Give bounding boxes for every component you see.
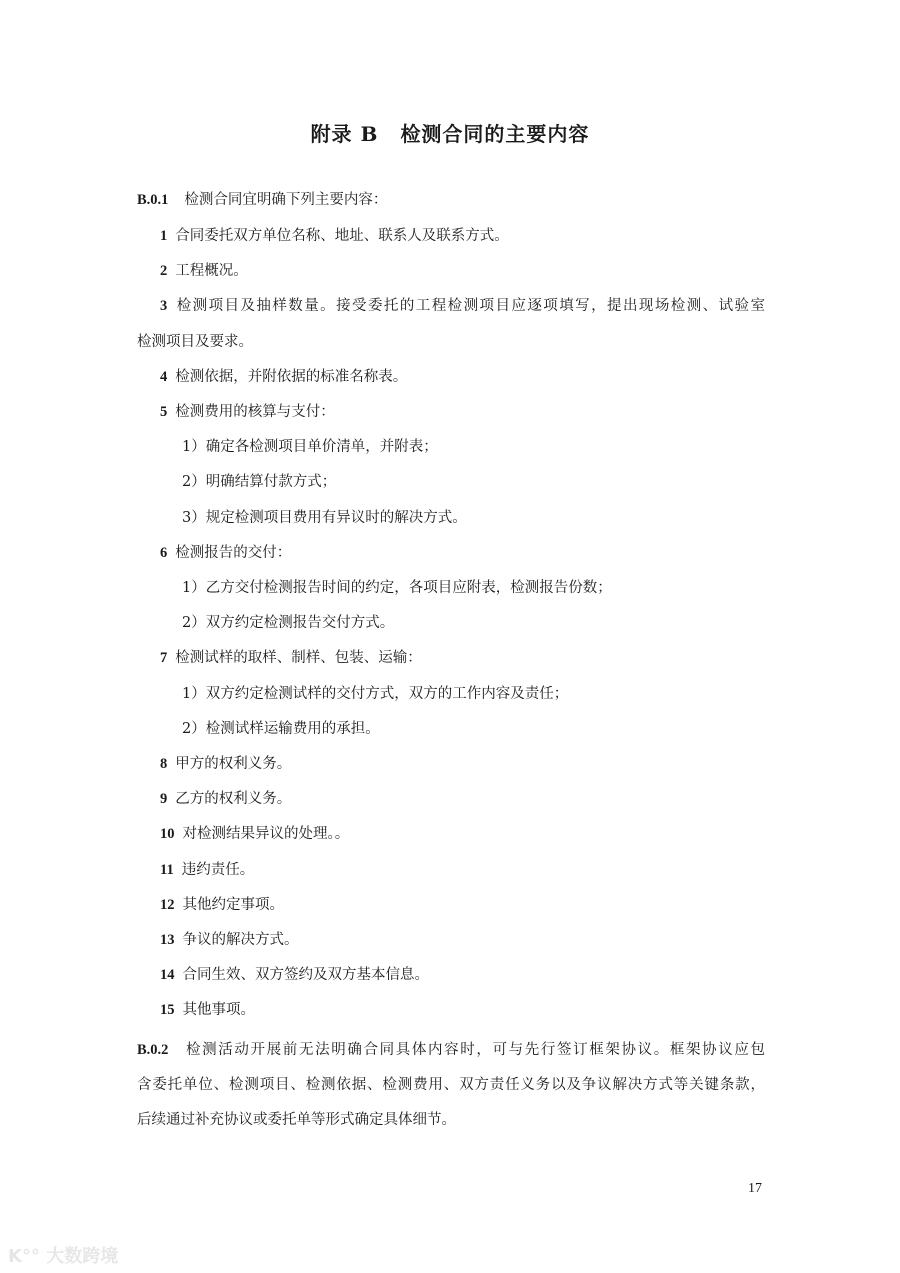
clause-text: 检测活动开展前无法明确合同具体内容时，可与先行签订框架协议。框架协议应包 xyxy=(184,1042,765,1058)
item-text: 对检测结果异议的处理。。 xyxy=(182,826,350,842)
list-item xyxy=(160,367,407,387)
item-number: 7 xyxy=(160,650,168,666)
list-item xyxy=(160,930,299,950)
clause-b02-line1 xyxy=(137,1040,765,1060)
list-item xyxy=(160,261,248,281)
item-text: 其他事项。 xyxy=(182,1002,255,1018)
sub-item: 1）双方约定检测试样的交付方式，双方的工作内容及责任； xyxy=(182,686,569,702)
sub-item: 2）检测试样运输费用的承担。 xyxy=(182,721,380,737)
clause-b01 xyxy=(137,190,387,210)
sub-item: 3）规定检测项目费用有异议时的解决方式。 xyxy=(182,510,467,526)
item-text: 违约责任。 xyxy=(181,862,255,878)
watermark-logo: K°° 大数跨境 xyxy=(8,1246,119,1267)
list-item xyxy=(160,965,429,985)
item-number: 2 xyxy=(160,263,168,279)
item-number: 11 xyxy=(160,862,174,878)
clause-b02-line3: 后续通过补充协议或委托单等形式确定具体细节。 xyxy=(137,1112,456,1128)
item-number: 5 xyxy=(160,404,168,420)
list-item xyxy=(160,543,291,563)
clause-text: 检测合同宜明确下列主要内容： xyxy=(184,192,388,208)
list-item-continuation: 检测项目及要求。 xyxy=(137,334,253,350)
list-item xyxy=(160,754,291,774)
item-number: 9 xyxy=(160,791,168,807)
item-number: 12 xyxy=(160,897,175,913)
item-number: 13 xyxy=(160,932,175,948)
list-item xyxy=(160,860,254,880)
sub-item: 1）乙方交付检测报告时间的约定，各项目应附表，检测报告份数； xyxy=(182,580,612,596)
list-item xyxy=(160,824,349,844)
item-number: 3 xyxy=(160,298,168,314)
item-text: 合同委托双方单位名称、地址、联系人及联系方式。 xyxy=(175,228,509,244)
clause-number: B.0.1 xyxy=(137,192,169,208)
list-item xyxy=(160,296,765,316)
list-item xyxy=(160,1000,255,1020)
item-text: 其他约定事项。 xyxy=(182,897,284,913)
sub-item: 1）确定各检测项目单价清单，并附表； xyxy=(182,439,438,455)
appendix-title: 检测合同的主要内容 xyxy=(400,122,590,146)
list-item xyxy=(160,402,335,422)
item-number: 15 xyxy=(160,1002,175,1018)
item-number: 1 xyxy=(160,228,168,244)
item-text: 检测项目及抽样数量。接受委托的工程检测项目应逐项填写，提出现场检测、试验室 xyxy=(175,298,765,314)
item-number: 4 xyxy=(160,369,168,385)
sub-item: 2）明确结算付款方式； xyxy=(182,474,337,490)
sub-item: 2）双方约定检测报告交付方式。 xyxy=(182,615,395,631)
item-number: 6 xyxy=(160,545,168,561)
list-item xyxy=(160,648,422,668)
item-text: 甲方的权利义务。 xyxy=(175,756,292,772)
list-item xyxy=(160,226,509,246)
list-item xyxy=(160,895,284,915)
page-title xyxy=(0,118,900,147)
page-number: 17 xyxy=(748,1181,762,1196)
item-number: 8 xyxy=(160,756,168,772)
item-text: 合同生效、双方签约及双方基本信息。 xyxy=(182,967,429,983)
item-text: 检测费用的核算与支付： xyxy=(175,404,335,420)
clause-number: B.0.2 xyxy=(137,1042,169,1058)
item-text: 检测试样的取样、制样、包装、运输： xyxy=(175,650,422,666)
list-item xyxy=(160,789,291,809)
item-text: 工程概况。 xyxy=(175,263,248,279)
clause-b02-line2: 含委托单位、检测项目、检测依据、检测费用、双方责任义务以及争议解决方式等关键条款， xyxy=(137,1077,765,1093)
appendix-label: 附录 B xyxy=(310,122,379,146)
item-text: 检测报告的交付： xyxy=(175,545,292,561)
item-text: 争议的解决方式。 xyxy=(182,932,299,948)
item-text: 乙方的权利义务。 xyxy=(175,791,292,807)
item-number: 10 xyxy=(160,826,175,842)
item-number: 14 xyxy=(160,967,175,983)
watermark-text: 大数跨境 xyxy=(46,1246,119,1267)
item-text: 检测依据，并附依据的标准名称表。 xyxy=(175,369,408,385)
